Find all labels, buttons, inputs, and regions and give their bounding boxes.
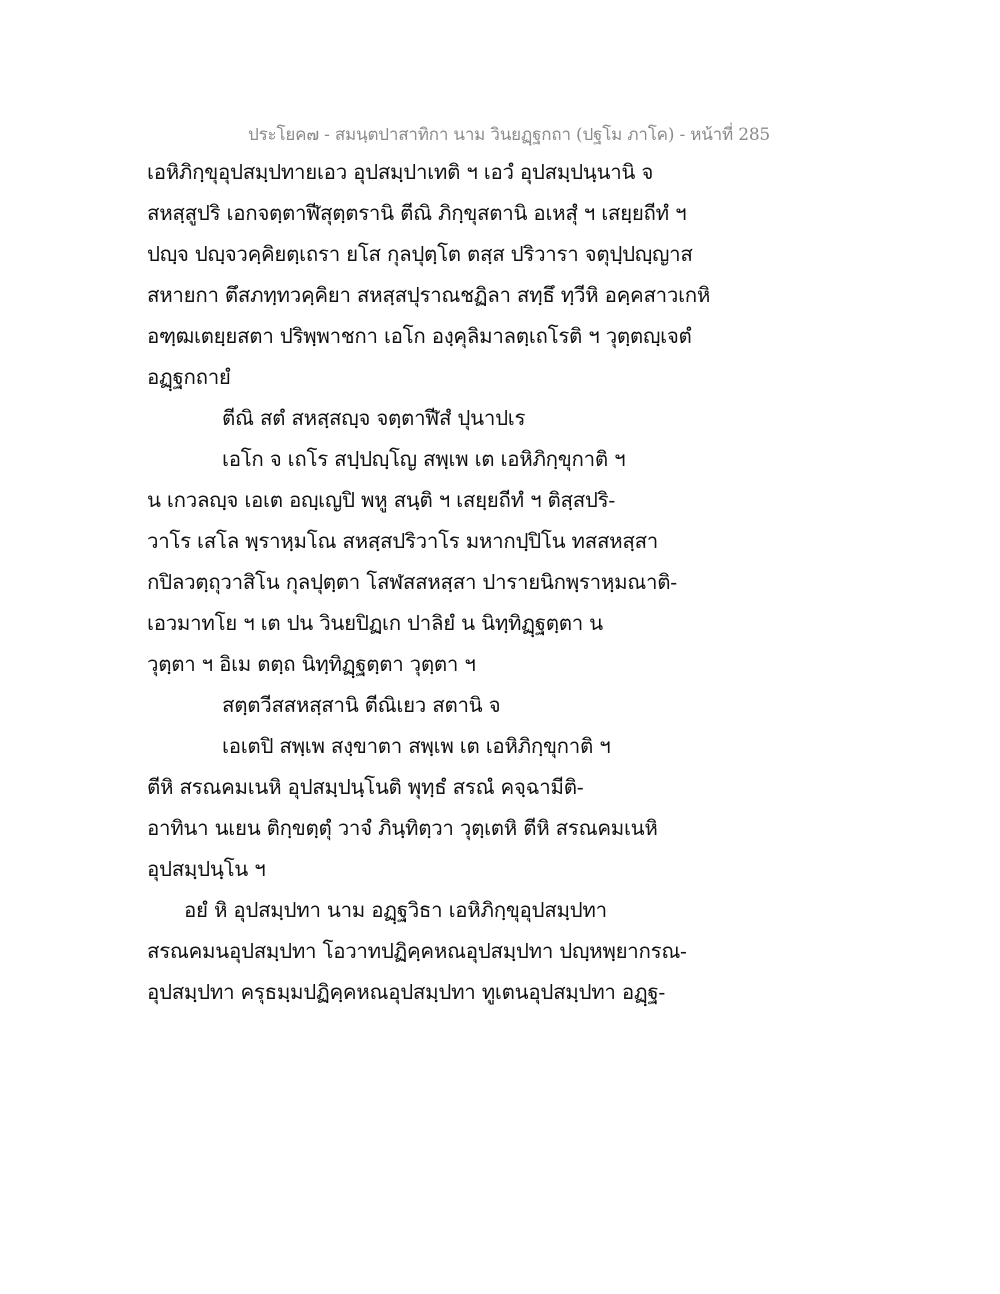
text-line: สหสฺสูปริ เอกจตฺตาฬีสุตฺตรานิ ตีณิ ภิกฺขุสตานิ อเหสุํ ฯ เสยฺยถีทํ ฯ [147,201,687,225]
text-line: ตีหิ สรณคมเนหิ อุปสมฺปนฺโนติ พุทฺธํ สรณํ คจฺฉามีติ- [147,775,584,799]
verse-line: เอเตปิ สพฺเพ สงฺขาตา สพฺเพ เต เอหิภิกฺขุกาติ ฯ [222,734,611,758]
text-line: อฏฺฐกถายํ [147,365,231,389]
text-line: อุปสมฺปนฺโน ฯ [147,857,266,881]
verse-line: ตีณิ สตํ สหสฺสญฺจ จตฺตาฬีสํ ปุนาปเร [222,406,526,430]
text-line: อุปสมฺปทา ครุธมฺมปฏิคฺคหณอุปสมฺปทา ทูเตนอุปสมฺปทา อฏฺฐ- [147,980,665,1004]
text-line: สรณคมนอุปสมฺปทา โอวาทปฏิคฺคหณอุปสมฺปทา ปญฺหพฺยากรณ- [147,939,687,963]
text-line: วุตฺตา ฯ อิเม ตตฺถ นิทฺทิฏฺฐตฺตา วุตฺตา ฯ [147,652,476,676]
paragraph-start-line: อยํ หิ อุปสมฺปทา นาม อฏฺฐวิธา เอหิภิกฺขุอุปสมฺปทา [184,898,607,922]
text-line: กปิลวตฺถุวาสิโน กุลปุตฺตา โสฬสสหสฺสา ปารายนิกพฺราหฺมณาติ- [147,570,677,594]
page-header: ประโยค๗ - สมนฺตปาสาทิกา นาม วินยฏฺฐกถา (ปฐโม ภาโค) - หน้าที่ 285 [248,125,771,145]
text-line: สหายกา ตึสภทฺทวคฺคิยา สหสฺสปุราณชฏิลา สทฺธึ ทฺวีหิ อคฺคสาวเกหิ [147,283,711,307]
text-line: ปญฺจ ปญฺจวคฺคิยตฺเถรา ยโส กุลปุตฺโต ตสฺส ปริวารา จตุปฺปญฺญาส [147,242,693,266]
text-line: เอวมาทโย ฯ เต ปน วินยปิฏเก ปาลิยํ น นิทฺทิฏฺฐตฺตา น [147,611,603,635]
text-line: วาโร เสโล พฺราหฺมโณ สหสฺสปริวาโร มหากปฺปิโน ทสสหสฺสา [147,529,659,553]
text-line: อฑฺฒเตยฺยสตา ปริพฺพาชกา เอโก องฺคุลิมาลตฺเถโรติ ฯ วุตฺตญฺเจตํ [147,324,692,348]
verse-line: สตฺตวีสสหสฺสานิ ตีณิเยว สตานิ จ [222,693,501,717]
text-line: น เกวลญฺจ เอเต อญฺเญปิ พหู สนฺติ ฯ เสยฺยถีทํ ฯ ติสฺสปริ- [147,488,615,512]
verse-line: เอโก จ เถโร สปฺปญฺโญ สพฺเพ เต เอหิภิกฺขุกาติ ฯ [222,447,626,471]
text-line: อาทินา นเยน ติกฺขตฺตุํ วาจํ ภินฺทิตฺวา วุตฺเตหิ ตีหิ สรณคมเนหิ [147,816,658,840]
text-line: เอหิภิกฺขุอุปสมฺปทายเอว อุปสมฺปาเทติ ฯ เอวํ อุปสมฺปนฺนานิ จ [147,160,654,184]
